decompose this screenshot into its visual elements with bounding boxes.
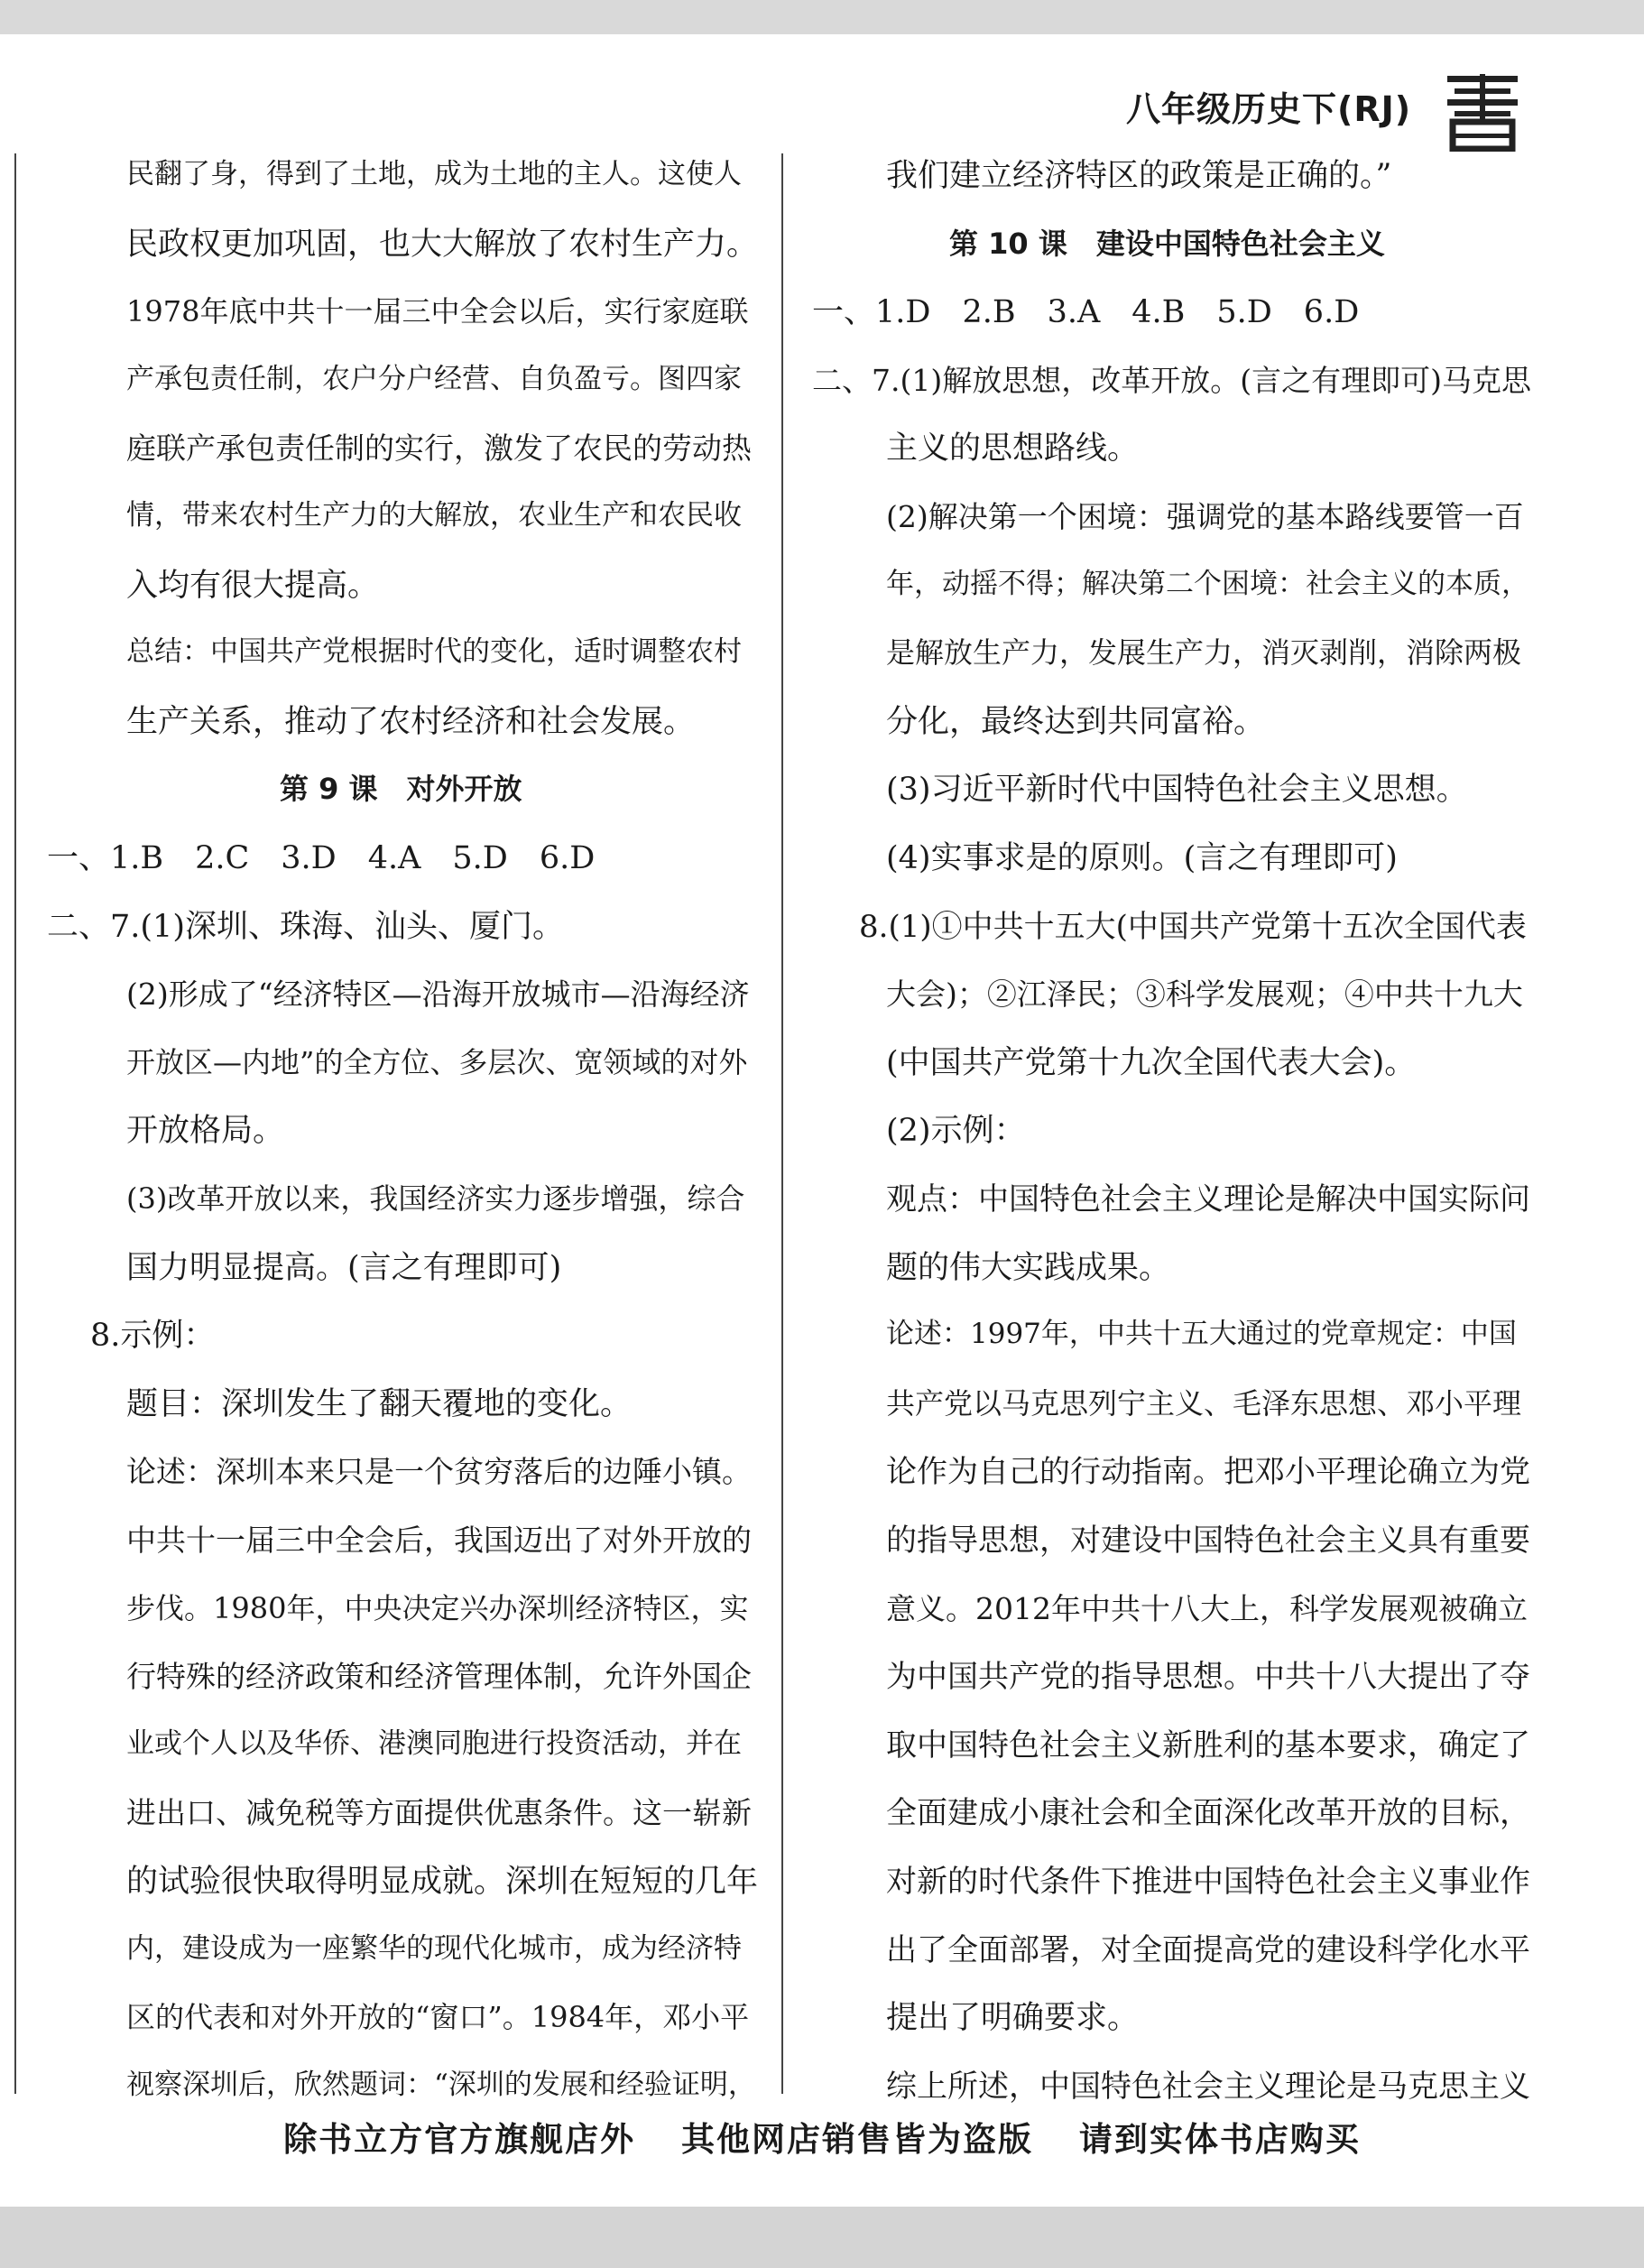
left-text-line: 题目：深圳发生了翻天覆地的变化。 <box>126 1385 633 1422</box>
right-text-line: 为中国共产党的指导思想。中共十八大提出了夺 <box>886 1659 1530 1696</box>
left-text-line: 国力明显提高。(言之有理即可) <box>126 1249 562 1286</box>
left-text-line: 庭联产承包责任制的实行，激发了农民的劳动热 <box>126 430 752 467</box>
left-text-line: 8.示例： <box>90 1318 216 1355</box>
book-logo-icon <box>1444 74 1521 152</box>
right-text-line: 分化，最终达到共同富裕。 <box>886 703 1266 740</box>
left-text-line: (3)改革开放以来，我国经济实力逐步增强，综合 <box>126 1181 745 1216</box>
bottom-scan-band <box>0 2207 1644 2268</box>
anti-piracy-footer <box>0 2112 1644 2161</box>
footer-part-1: 除书立方官方旗舰店外 <box>283 2120 636 2159</box>
right-text-line: 共产党以马克思列宁主义、毛泽东思想、邓小平理 <box>886 1385 1522 1421</box>
left-text-line: 视察深圳后，欣然题词：“深圳的发展和经验证明， <box>126 2068 756 2101</box>
right-text-line: 主义的思想路线。 <box>886 430 1140 467</box>
page-header-title: 八年级历史下(RJ) <box>1126 89 1412 129</box>
right-text-line: 题的伟大实践成果。 <box>886 1249 1171 1286</box>
right-text-line: (3)习近平新时代中国特色社会主义思想。 <box>886 772 1468 809</box>
right-text-line: 论述：1997年，中共十五大通过的党章规定：中国 <box>886 1318 1517 1351</box>
right-text-line: 对新的时代条件下推进中国特色社会主义事业作 <box>886 1864 1530 1900</box>
right-text-line: 全面建成小康社会和全面深化改革开放的目标， <box>886 1795 1530 1832</box>
left-text-line: 生产关系，推动了农村经济和社会发展。 <box>126 703 696 740</box>
left-text-line: 二、7.(1)深圳、珠海、汕头、厦门。 <box>47 908 564 945</box>
right-text-line: 一、1.D 2.B 3.A 4.B 5.D 6.D <box>812 294 1360 331</box>
left-text-line: 1978年底中共十一届三中全会以后，实行家庭联 <box>126 294 749 329</box>
left-text-line: 进出口、减免税等方面提供优惠条件。这一崭新 <box>126 1795 752 1831</box>
right-text-line: 我们建立经济特区的政策是正确的。” <box>886 158 1392 194</box>
left-text-line: 内，建设成为一座繁华的现代化城市，成为经济特 <box>126 1931 742 1965</box>
left-text-line: 一、1.B 2.C 3.D 4.A 5.D 6.D <box>47 840 596 876</box>
left-text-line: 行特殊的经济政策和经济管理体制，允许外国企 <box>126 1659 752 1695</box>
column-divider <box>781 153 783 2094</box>
left-text-line: 区的代表和对外开放的“窗口”。1984年，邓小平 <box>126 2000 750 2035</box>
right-text-line: (2)解决第一个困境：强调党的基本路线要管一百 <box>886 499 1524 534</box>
right-text-line: 的指导思想，对建设中国特色社会主义具有重要 <box>886 1523 1530 1559</box>
right-text-line: 提出了明确要求。 <box>886 2000 1140 2037</box>
footer-part-3: 请到实体书店购买 <box>1078 2120 1361 2159</box>
right-text-line: 论作为自己的行动指南。把邓小平理论确立为党 <box>886 1454 1530 1491</box>
left-text-line: 开放区—内地”的全方位、多层次、宽领域的对外 <box>126 1044 748 1079</box>
left-text-line: 中共十一届三中全会后，我国迈出了对外开放的 <box>126 1523 752 1558</box>
left-text-line: 的试验很快取得明显成就。深圳在短短的几年 <box>126 1864 759 1900</box>
right-text-line: (中国共产党第十九次全国代表大会)。 <box>886 1044 1417 1081</box>
left-margin-rule <box>14 153 16 2094</box>
left-text-line: 论述：深圳本来只是一个贫穷落后的边陲小镇。 <box>126 1454 752 1490</box>
left-text-line: 民政权更加巩固，也大大解放了农村生产力。 <box>126 226 759 263</box>
right-text-line: 二、7.(1)解放思想，改革开放。(言之有理即可)马克思 <box>812 362 1531 398</box>
left-section-title: 第 9 课 对外开放 <box>280 772 522 807</box>
left-text-line: 步伐。1980年，中央决定兴办深圳经济特区，实 <box>126 1590 749 1625</box>
right-text-line: 出了全面部署，对全面提高党的建设科学化水平 <box>886 1931 1530 1968</box>
left-text-line: 总结：中国共产党根据时代的变化，适时调整农村 <box>126 635 742 669</box>
left-text-line: 民翻了身，得到了土地，成为土地的主人。这使人 <box>126 158 742 190</box>
left-text-line: 产承包责任制，农户分户经营、自负盈亏。图四家 <box>126 362 742 395</box>
top-scan-band <box>0 0 1644 34</box>
right-text-line: 8.(1)①中共十五大(中国共产党第十五次全国代表 <box>859 908 1527 945</box>
right-text-line: 是解放生产力，发展生产力，消灭剥削，消除两极 <box>886 635 1522 671</box>
left-text-line: (2)形成了“经济特区—沿海开放城市—沿海经济 <box>126 977 750 1013</box>
left-text-line: 入均有很大提高。 <box>126 567 380 604</box>
right-text-line: 综上所述，中国特色社会主义理论是马克思主义 <box>886 2068 1530 2105</box>
right-section-title: 第 10 课 建设中国特色社会主义 <box>949 226 1385 261</box>
right-text-line: 大会)；②江泽民；③科学发展观；④中共十九大 <box>886 977 1523 1013</box>
right-text-line: 意义。2012年中共十八大上，科学发展观被确立 <box>886 1590 1528 1626</box>
right-text-line: 取中国特色社会主义新胜利的基本要求，确定了 <box>886 1726 1530 1763</box>
footer-part-2: 其他网店销售皆为盗版 <box>681 2120 1033 2159</box>
left-text-line: 情，带来农村生产力的大解放，农业生产和农民收 <box>126 499 742 532</box>
left-text-line: 开放格局。 <box>126 1113 285 1150</box>
left-text-line: 业或个人以及华侨、港澳同胞进行投资活动，并在 <box>126 1726 742 1760</box>
right-text-line: 年，动摇不得；解决第二个困境：社会主义的本质， <box>886 567 1529 600</box>
right-text-line: 观点：中国特色社会主义理论是解决中国实际问 <box>886 1181 1530 1217</box>
right-text-line: (2)示例： <box>886 1113 1026 1150</box>
right-text-line: (4)实事求是的原则。(言之有理即可) <box>886 840 1398 876</box>
